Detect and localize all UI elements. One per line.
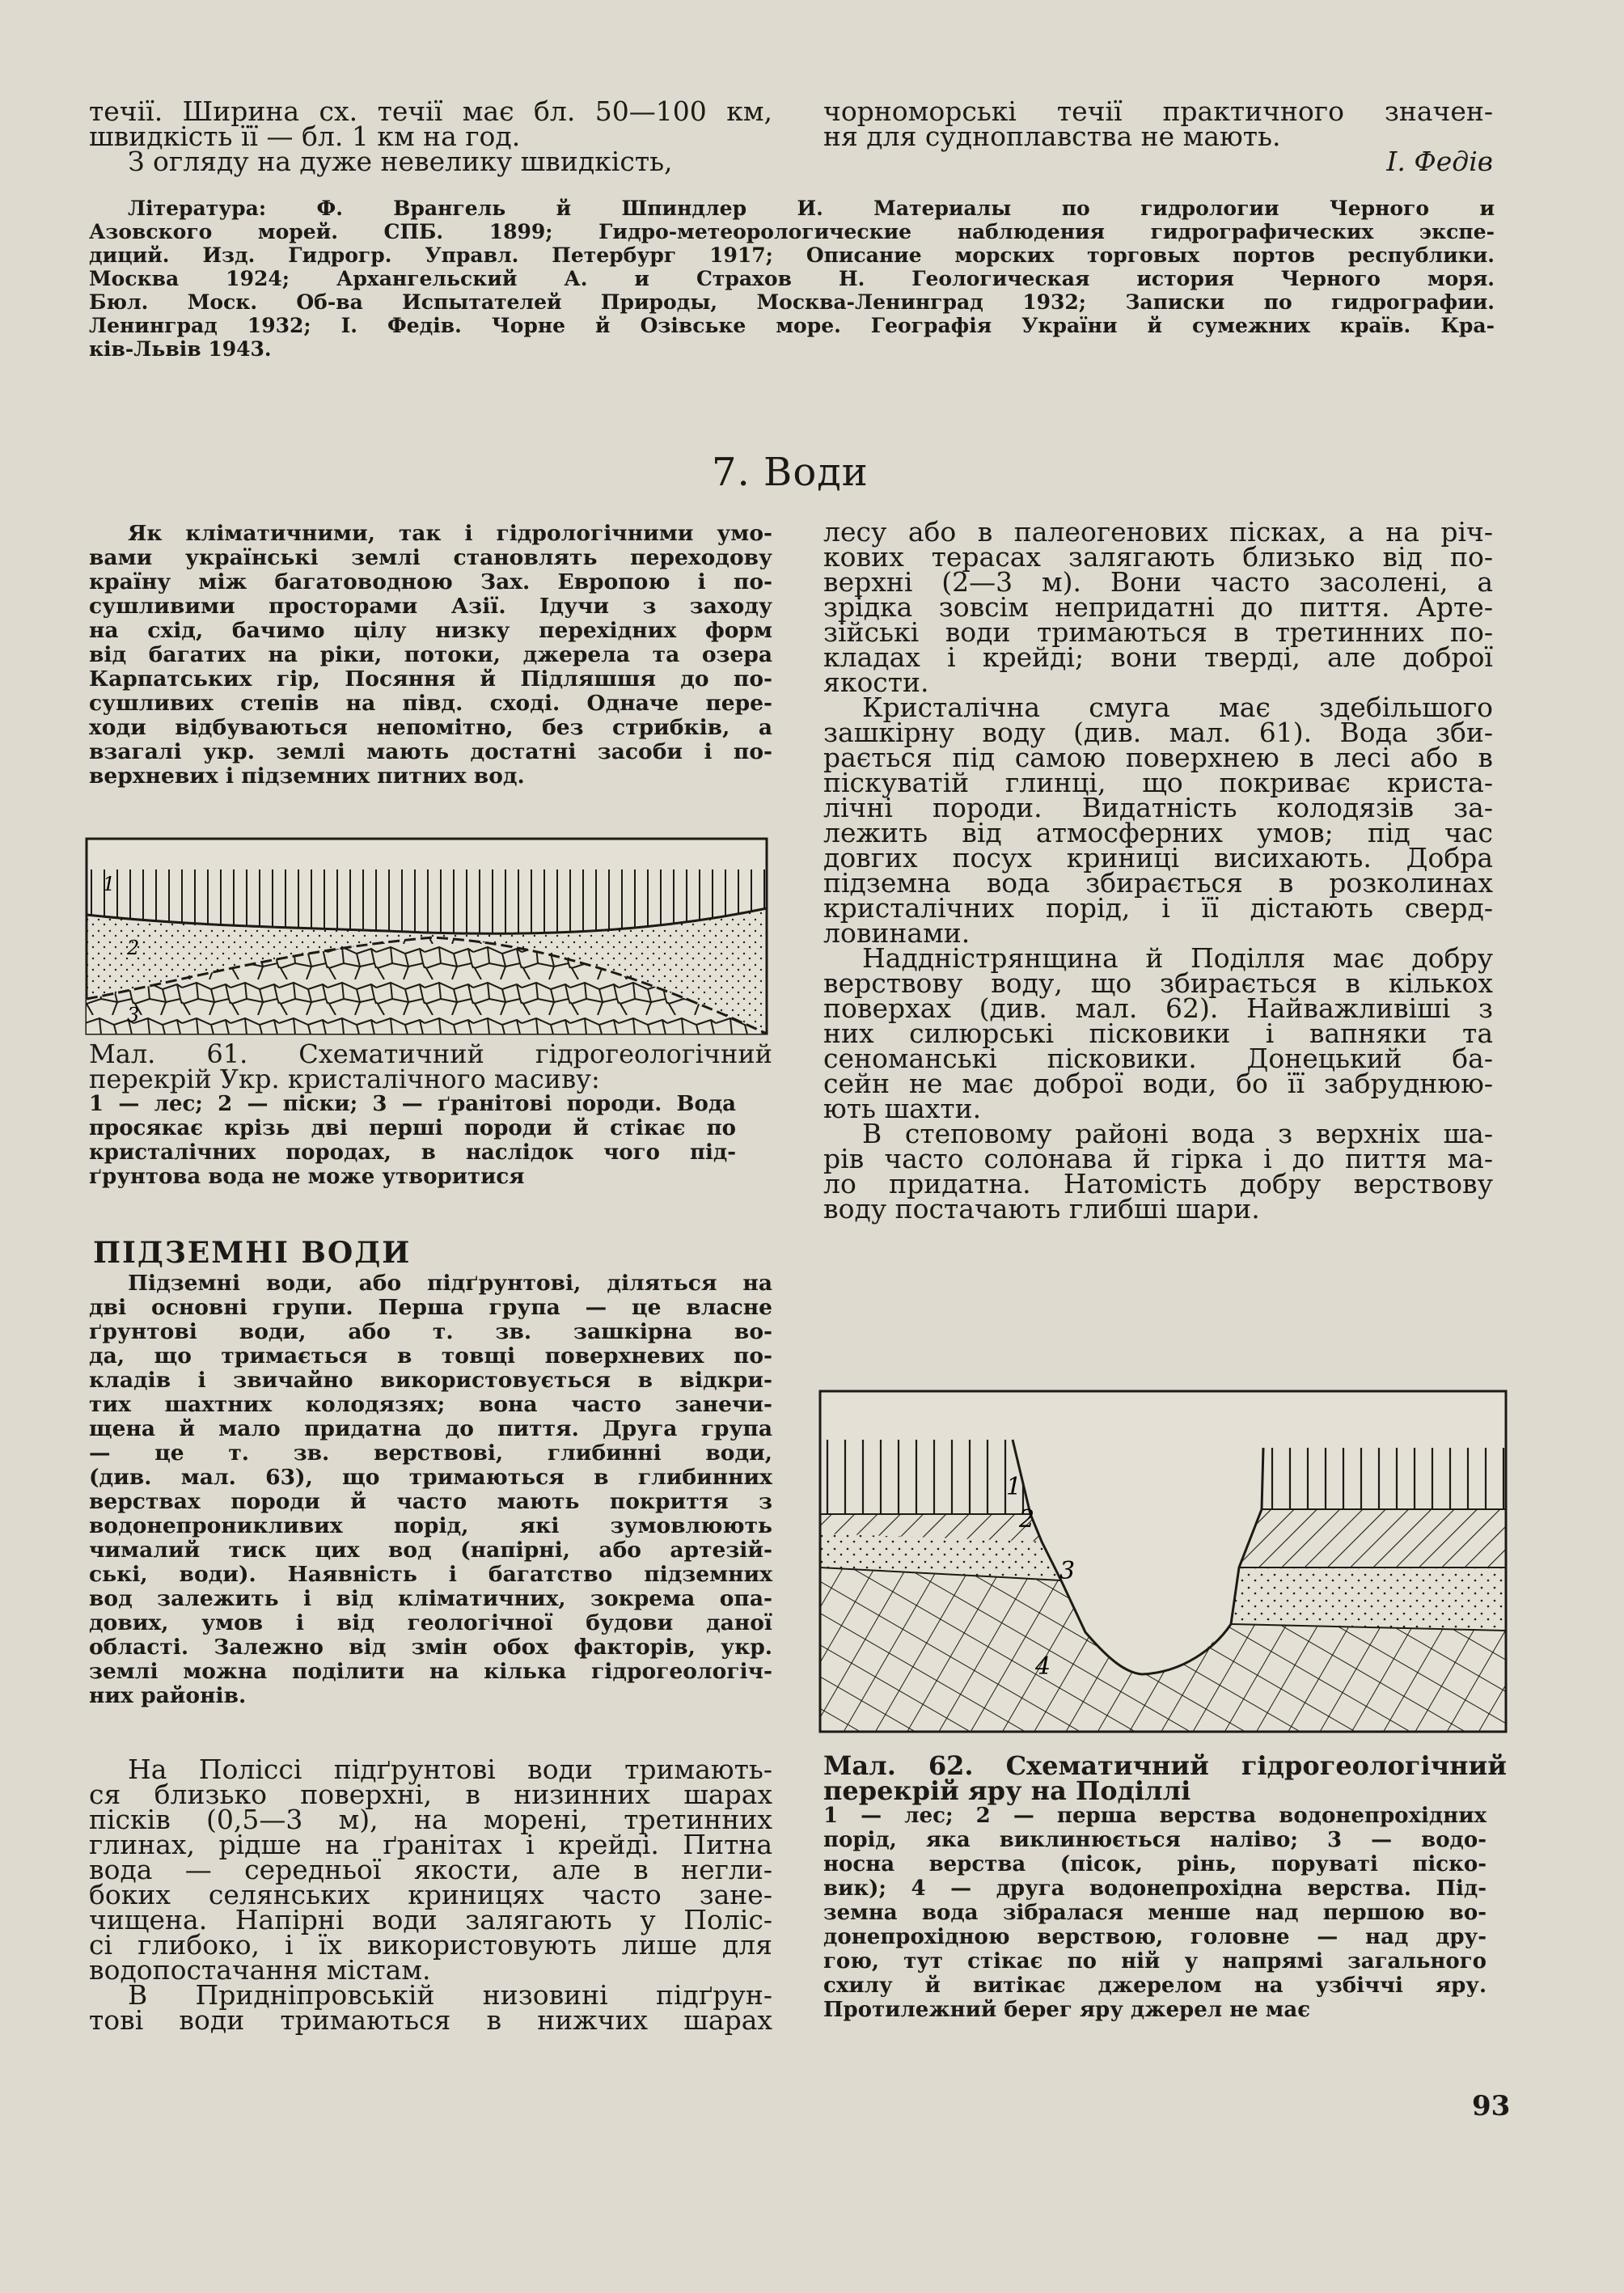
text-line: лічні породи. Видатність колодязів за- — [823, 792, 1493, 823]
text-line: З огляду на дуже невелику швидкість, — [128, 146, 673, 177]
text-line: зрідка зовсім непридатні до пиття. Арте- — [823, 591, 1493, 623]
caption-line: перекрій яру на Поділлі — [823, 1775, 1191, 1806]
text-line: водопостачання містам. — [89, 1954, 431, 1986]
caption-line: земна вода зібралася менше над першою во- — [823, 1901, 1487, 1925]
author-signature: І. Федів — [1386, 146, 1493, 177]
text-line: боких селянських криницях часто зане- — [89, 1879, 772, 1910]
caption-line: носна верства (пісок, рінь, поруваті піско- — [823, 1852, 1487, 1876]
text-line: вода — середньої якости, але в негли- — [89, 1854, 772, 1885]
text-line: вод залежить і від кліматичних, зокрема опа- — [89, 1586, 772, 1611]
text-line: сейн не має доброї води, бо її забруднюю- — [823, 1068, 1493, 1099]
text-line: вами українські землі становлять переходову — [89, 545, 772, 570]
caption-line: донепрохідною верствою, головне — над дру- — [823, 1925, 1487, 1949]
text-line: області. Залежно від змін обох факторів, укр. — [89, 1635, 772, 1660]
caption-line: порід, яка виклинюється наліво; 3 — водо- — [823, 1828, 1487, 1852]
figure-61-label: 3 — [127, 1004, 140, 1026]
text-line: глинах, рідше на ґранітах і крейді. Питна — [89, 1829, 772, 1860]
text-line: Карпатських гір, Посяння й Підляшшя до по- — [89, 666, 772, 692]
left-bottom-text — [89, 1754, 772, 2036]
caption-line: Мал. 61. Схематичний гідрогеологічний — [89, 1039, 772, 1069]
text-line: ся близько поверхні, в низинних шарах — [89, 1779, 772, 1810]
text-line: рів часто солонава й гірка і до пиття ма- — [823, 1143, 1493, 1174]
text-line: (див. мал. 63), що тримаються в глибинних — [89, 1465, 772, 1490]
text-line: країну між багатоводною Зах. Европою і по- — [89, 569, 772, 594]
text-line: щена й мало придатна до пиття. Друга група — [89, 1416, 772, 1441]
groundwater-paragraph — [89, 1271, 772, 1708]
text-line: ють шахти. — [823, 1093, 982, 1124]
text-line: сушливих степів на півд. сході. Одначе пере- — [89, 691, 772, 716]
figure-62-label: 3 — [1059, 1557, 1076, 1585]
text-line: В степовому районі вода з верхніх ша- — [862, 1118, 1493, 1149]
figure-62-label: 4 — [1035, 1652, 1051, 1681]
text-line: ловинами. — [823, 917, 971, 949]
literature-line: Бюл. Моск. Об-ва Испытателей Природы, Москва-Ленинград 1932; Записки по гидрографии. — [89, 290, 1495, 314]
text-line: чималий тиск цих вод (напірні, або артезій- — [89, 1538, 772, 1563]
text-line: чорноморські течії практичного значен- — [823, 95, 1493, 127]
text-line: взагалі укр. землі мають достатні засоби і по- — [89, 739, 772, 764]
caption-line: Протилежний берег яру джерел не має — [823, 1998, 1311, 2022]
top-right-text — [823, 95, 1493, 177]
caption-line: перекрій Укр. кристалічного масиву: — [89, 1064, 600, 1094]
text-line: дві основні групи. Перша група — це власне — [89, 1295, 772, 1320]
text-line: них районів. — [89, 1683, 247, 1708]
literature-line: ків-Львів 1943. — [89, 337, 272, 361]
text-line: лесу або в палеогенових пісках, а на річ- — [823, 516, 1493, 548]
text-line: від багатих на ріки, потоки, джерела та озера — [89, 642, 772, 667]
text-line: верхні (2—3 м). Вони часто засолені, а — [823, 566, 1493, 598]
text-line: зійські води тримаються в третинних по- — [823, 616, 1493, 648]
subsection-heading: ПІДЗЕМНІ ВОДИ — [93, 1236, 412, 1270]
text-line: Як кліматичними, так і гідрологічними умо- — [128, 521, 772, 546]
text-line: кристалічних порід, і її дістають сверд- — [823, 892, 1493, 924]
text-line: — це т. зв. верствові, глибинні води, — [89, 1441, 772, 1466]
caption-line: ґрунтова вода не може утворитися — [89, 1165, 525, 1189]
text-line: Наддністрянщина й Поділля має добру — [862, 942, 1493, 974]
text-line: підземна вода збирається в розколинах — [823, 867, 1493, 899]
text-line: землі можна поділити на кілька гідрогеологіч- — [89, 1659, 772, 1684]
figure-62-label: 2 — [1019, 1505, 1035, 1534]
text-line: ло придатна. Натомість добру верствову — [823, 1168, 1493, 1199]
intro-paragraph — [89, 522, 772, 789]
caption-line: Мал. 62. Схематичний гідрогеологічний — [823, 1750, 1507, 1781]
literature-block — [89, 197, 1495, 361]
page-number: 93 — [1472, 2090, 1511, 2122]
text-line: верствах породи й часто мають покриття з — [89, 1489, 772, 1514]
text-line: кладів і звичайно використовується в відкри- — [89, 1368, 772, 1393]
text-line: Кристалічна смуга має здебільшого — [862, 692, 1493, 723]
text-line: рається під самою поверхнею в лесі або в — [823, 742, 1493, 773]
figure-62-cross-section — [818, 1390, 1508, 1733]
text-line: сушливими просторами Азії. Ідучи з заходу — [89, 594, 772, 619]
caption-line: кристалічних породах, в наслідок чого під- — [89, 1140, 736, 1165]
section-title: 7. Води — [712, 450, 869, 495]
text-line: В Придніпровській низовині підґрун- — [128, 1979, 772, 2011]
text-line: чищена. Напірні води залягають у Полiс- — [89, 1904, 772, 1936]
caption-line: вик); 4 — друга водонепрохідна верства. Під- — [823, 1876, 1487, 1901]
figure-61-label: 1 — [103, 873, 116, 895]
text-line: швидкість її — бл. 1 км на год. — [89, 121, 521, 152]
right-column-text — [823, 516, 1493, 1225]
text-line: Підземні води, або підґрунтові, діляться на — [128, 1271, 772, 1296]
figure-61-caption — [89, 1039, 772, 1189]
text-line: них силюрські пісковики і вапняки та — [823, 1017, 1493, 1049]
caption-line: 1 — лес; 2 — перша верства водонепрохідних — [823, 1804, 1487, 1828]
figure-62-label: 1 — [1006, 1473, 1022, 1501]
literature-line: Ленинград 1932; І. Федів. Чорне й Озівське море. Географія України й сумежних країв. Кра- — [89, 314, 1495, 337]
text-line: кладах і крейді; вони тверді, але доброї — [823, 641, 1493, 673]
caption-line: гою, тут стікає по ній у напрямі загального — [823, 1949, 1487, 1974]
text-line: пісків (0,5—3 м), на морені, третинних — [89, 1804, 772, 1835]
text-line: На Поліссі підґрунтові води тримають- — [128, 1754, 772, 1785]
text-line: зашкірну воду (див. мал. 61). Вода зби- — [823, 717, 1493, 748]
text-line: тові води тримаються в нижчих шарах — [89, 2004, 772, 2036]
text-line: дових, умов і від геологічної будови даної — [89, 1610, 772, 1635]
text-line: поверхах (див. мал. 62). Найважливіші з — [823, 992, 1493, 1024]
text-line: довгих посух криниці висихають. Добра — [823, 842, 1493, 874]
text-line: сі глибоко, і їх використовують лише для — [89, 1929, 772, 1961]
text-line: сеноманські пісковики. Донецький ба- — [823, 1043, 1493, 1074]
text-line: ські, води). Наявність і багатство підземних — [89, 1562, 772, 1587]
text-line: лежить від атмосферних умов; під час — [823, 817, 1493, 848]
literature-line: Москва 1924; Архангельский А. и Страхов Н. Геологическая история Черного моря. — [89, 267, 1495, 290]
caption-line: 1 — лес; 2 — піски; 3 — ґранітові породи. Вода — [89, 1092, 736, 1116]
literature-line: диций. Изд. Гидрогр. Управл. Петербург 1917; Описание морских торговых портов республики. — [89, 243, 1495, 267]
text-line: ня для судноплавства не мають. — [823, 121, 1281, 152]
text-line: верхневих і підземних питних вод. — [89, 764, 525, 789]
text-line: на схід, бачимо цілу низку перехідних форм — [89, 618, 772, 643]
caption-line: схилу й витікає джерелом на узбіччі яру. — [823, 1974, 1487, 1998]
text-line: водонепроникливих порід, які зумовлюють — [89, 1513, 772, 1538]
figure-62-caption — [823, 1750, 1507, 2022]
text-line: да, що тримається в товщі поверхневих по- — [89, 1343, 772, 1369]
text-line: ходи відбуваються непомітно, без стрибків, а — [89, 715, 772, 740]
text-line: кових терасах залягають близько від по- — [823, 541, 1493, 573]
literature-line: Література: Ф. Врангель й Шпиндлер И. Материалы по гидрологии Черного и — [128, 197, 1495, 220]
figure-61-label: 2 — [127, 937, 140, 959]
figure-61-cross-section — [85, 837, 768, 1035]
text-line: воду постачають глибші шари. — [823, 1193, 1260, 1225]
text-line: тих шахтних колодязях; вона часто занечи- — [89, 1392, 772, 1417]
literature-line: Азовского морей. СПБ. 1899; Гидро-метеорологические наблюдения гидрографических экспе- — [89, 220, 1495, 243]
text-line: піскуватій глинці, що покриває криста- — [823, 767, 1493, 798]
text-line: верствову воду, що збирається в кількох — [823, 967, 1493, 999]
text-line: якости. — [823, 666, 929, 698]
top-left-text — [89, 95, 772, 177]
text-line: ґрунтові води, або т. зв. зашкірна во- — [89, 1319, 772, 1344]
caption-line: просякає крізь дві перші породи й стікає по — [89, 1116, 736, 1140]
text-line: течії. Ширина сх. течії має бл. 50—100 км, — [89, 95, 772, 127]
